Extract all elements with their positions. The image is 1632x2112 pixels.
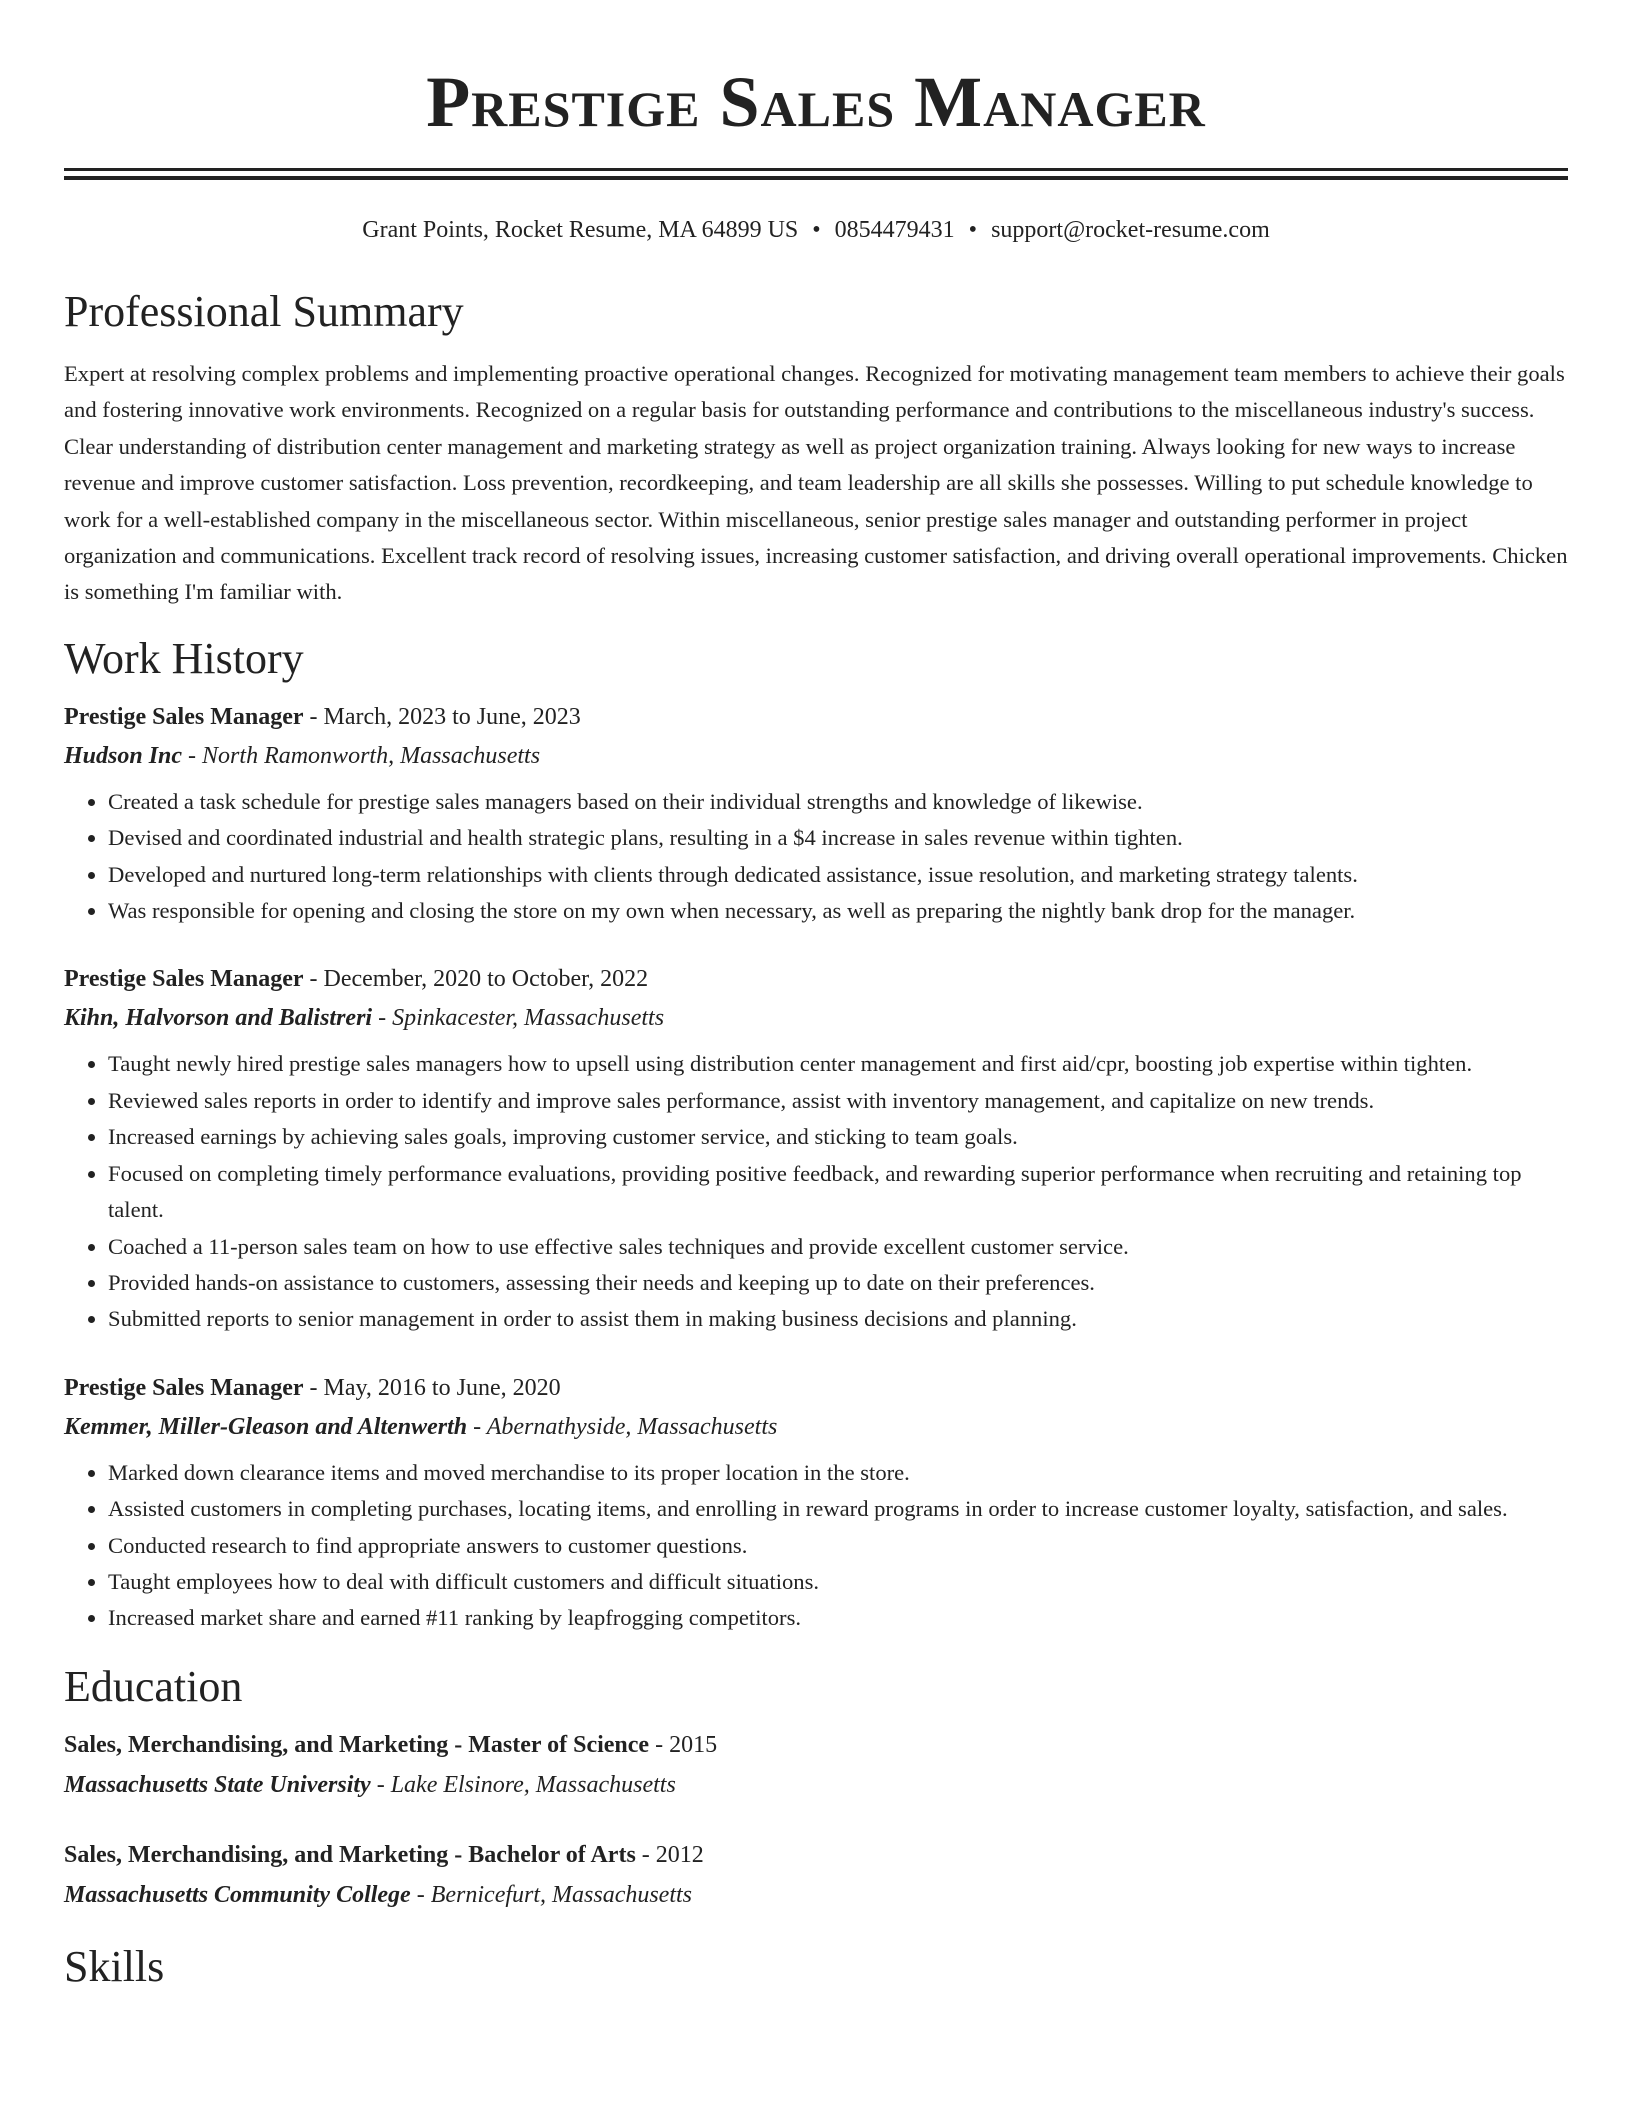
job-bullets [64, 784, 1568, 930]
work-history-heading: Work History [64, 633, 304, 683]
contact-email: support@rocket-resume.com [991, 217, 1270, 243]
job-entry [64, 698, 1568, 930]
contact-separator: • [812, 217, 821, 243]
job-bullet: • Taught employees how to deal with difficult customers and difficult situations. [108, 1564, 1568, 1600]
job-company: Kihn, Halvorson and Balistreri [64, 1005, 373, 1032]
job-header [64, 1369, 1568, 1407]
job-employer-line [64, 998, 1568, 1038]
job-dash: - [182, 742, 203, 769]
job-employer-line [64, 1407, 1568, 1447]
education-entry [64, 1726, 1568, 1806]
job-bullets [64, 1455, 1568, 1637]
education-school-line [64, 1764, 1568, 1806]
job-bullet: • Provided hands-on assistance to customers, assessing their needs and keeping up to date on their preferences. [108, 1265, 1568, 1301]
education-degree: Sales, Merchandising, and Marketing - Master of Science [64, 1731, 650, 1758]
job-entry [64, 1369, 1568, 1637]
education-degree: Sales, Merchandising, and Marketing - Bachelor of Arts [64, 1841, 636, 1868]
education-header [64, 1836, 1568, 1874]
job-bullet: • Devised and coordinated industrial and health strategic plans, resulting in a $4 increase in sales revenue within tighten. [108, 820, 1568, 856]
job-dash: - [303, 966, 324, 993]
education-heading: Education [64, 1661, 243, 1711]
education-school: Massachusetts Community College [64, 1881, 411, 1908]
summary-text: Expert at resolving complex problems and implementing proactive operational changes. Recognized for motivating management team members to achieve their goals and fostering innovative work environments. Recognized on a regular basis for outstanding performance and contributions to the miscellaneous industry's success. Clear understanding of distribution center management and marketing strategy as well as project organization training. Always looking for new ways to increase revenue and improve customer satisfaction. Loss prevention, recordkeeping, and team leadership are all skills she possesses. Willing to put schedule knowledge to work for a well-established company in the miscellaneous sector. Within miscellaneous, senior prestige sales manager and outstanding performer in project organization and communications. Excellent track record of resolving issues, increasing customer satisfaction, and driving overall operational improvements. Chicken is something I'm familiar with. [64, 361, 1568, 605]
job-bullet: • Increased earnings by achieving sales goals, improving customer service, and sticking to team goals. [108, 1119, 1568, 1155]
job-role: Prestige Sales Manager [64, 966, 304, 993]
education-year: 2015 [669, 1731, 718, 1758]
job-header [64, 698, 1568, 736]
job-location: Abernathyside, Massachusetts [486, 1413, 778, 1440]
job-bullet: • Coached a 11-person sales team on how to use effective sales techniques and provide excellent customer service. [108, 1229, 1568, 1265]
education-entry [64, 1836, 1568, 1916]
contact-address: Grant Points, Rocket Resume, MA 64899 US [362, 217, 799, 243]
job-bullet: • Conducted research to find appropriate answers to customer questions. [108, 1528, 1568, 1564]
education-school-line [64, 1874, 1568, 1916]
candidate-name: Prestige Sales Manager [426, 62, 1206, 142]
job-bullet: • Reviewed sales reports in order to identify and improve sales performance, assist with inventory management, and capitalize on new trends. [108, 1083, 1568, 1119]
resume-page [64, 0, 1568, 1994]
contact-line [64, 214, 1568, 246]
education-dash: - [410, 1881, 431, 1908]
job-company: Hudson Inc [64, 742, 183, 769]
education-year: 2012 [655, 1841, 704, 1868]
job-dash: - [467, 1413, 487, 1440]
job-role: Prestige Sales Manager [64, 703, 304, 730]
job-company: Kemmer, Miller-Gleason and Altenwerth [64, 1413, 468, 1440]
education-location: Bernicefurt, Massachusetts [430, 1881, 693, 1908]
job-bullets [64, 1046, 1568, 1337]
job-dates: May, 2016 to June, 2020 [323, 1374, 561, 1401]
job-bullet: • Submitted reports to senior management in order to assist them in making business decisions and planning. [108, 1301, 1568, 1337]
job-bullet: • Increased market share and earned #11 ranking by leapfrogging competitors. [108, 1600, 1568, 1636]
job-location: North Ramonworth, Massachusetts [202, 742, 541, 769]
job-entry [64, 960, 1568, 1337]
job-dates: December, 2020 to October, 2022 [323, 966, 649, 993]
job-employer-line [64, 736, 1568, 776]
job-header [64, 960, 1568, 998]
job-dash: - [303, 703, 324, 730]
education-school: Massachusetts State University [64, 1771, 371, 1798]
education-location: Lake Elsinore, Massachusetts [390, 1771, 676, 1798]
job-bullet: • Focused on completing timely performance evaluations, providing positive feedback, and rewarding superior performance when recruiting and retaining top talent. [108, 1156, 1568, 1229]
job-bullet: • Developed and nurtured long-term relationships with clients through dedicated assistance, issue resolution, and marketing strategy talents. [108, 857, 1568, 893]
education-dash: - [649, 1731, 670, 1758]
job-location: Spinkacester, Massachusetts [392, 1005, 665, 1032]
job-bullet: • Taught newly hired prestige sales managers how to upsell using distribution center management and first aid/cpr, boosting job expertise within tighten. [108, 1046, 1568, 1082]
education-dash: - [370, 1771, 391, 1798]
education-header [64, 1726, 1568, 1764]
job-bullet: • Marked down clearance items and moved merchandise to its proper location in the store. [108, 1455, 1568, 1491]
summary-heading: Professional Summary [64, 287, 464, 336]
job-bullet: • Was responsible for opening and closing the store on my own when necessary, as well as preparing the nightly bank drop for the manager. [108, 893, 1568, 929]
header-rule-bottom [64, 176, 1568, 180]
skills-heading: Skills [64, 1941, 165, 1991]
job-dates: March, 2023 to June, 2023 [323, 703, 581, 730]
header-rule-top [64, 168, 1568, 171]
contact-phone: 0854479431 [834, 217, 955, 243]
contact-separator: • [968, 217, 978, 243]
job-role: Prestige Sales Manager [64, 1374, 304, 1401]
education-dash: - [635, 1841, 656, 1868]
job-bullet: • Assisted customers in completing purchases, locating items, and enrolling in reward programs in order to increase customer loyalty, satisfaction, and sales. [108, 1491, 1568, 1527]
job-dash: - [372, 1005, 393, 1032]
job-bullet: • Created a task schedule for prestige sales managers based on their individual strengths and knowledge of likewise. [108, 784, 1568, 820]
job-dash: - [303, 1374, 324, 1401]
